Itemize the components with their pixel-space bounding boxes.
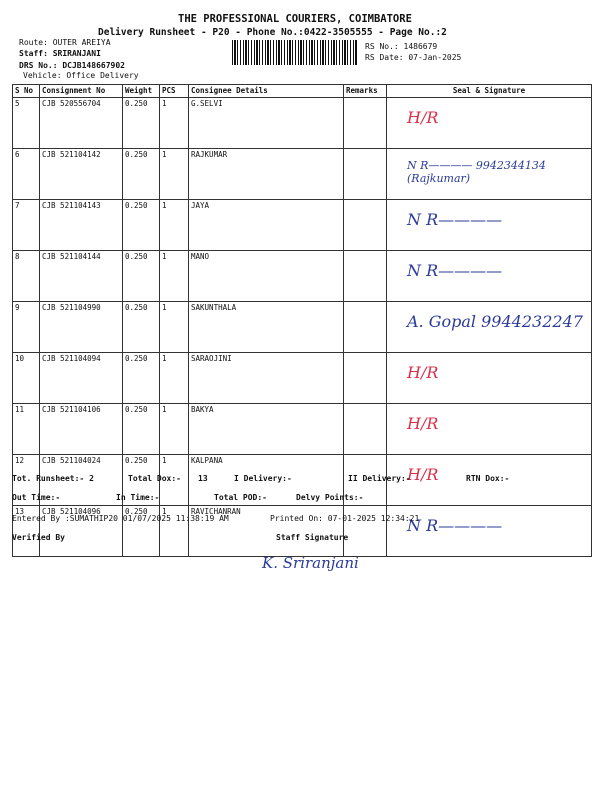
signature-cell: A. Gopal 9944232247 <box>387 302 592 353</box>
signature-cell: H/R <box>387 353 592 404</box>
page-subtitle: Delivery Runsheet - P20 - Phone No.:0422-3505555 - Page No.:2 <box>98 27 447 38</box>
printed-on: Printed On: 07-01-2025 12:34:21 <box>270 514 420 523</box>
ii-delivery: II Delivery:- <box>348 474 411 483</box>
sno-cell: 12 <box>13 455 40 506</box>
route-label: Route: OUTER AREIYA <box>19 38 111 47</box>
sno-cell: 6 <box>13 149 40 200</box>
table-row <box>13 302 592 353</box>
remarks-cell <box>344 353 387 404</box>
consignment-cell: CJB 521104094 <box>40 353 123 404</box>
signature-cell: N R———— 9942344134 (Rajkumar) <box>387 149 592 200</box>
consignee-cell: BAKYA <box>189 404 344 455</box>
weight-cell: 0.250 <box>123 455 160 506</box>
staff-signature-label: Staff Signature <box>276 533 349 542</box>
weight-cell: 0.250 <box>123 302 160 353</box>
table-row <box>13 200 592 251</box>
in-time: In Time:- <box>116 493 160 502</box>
consignee-cell: JAYA <box>189 200 344 251</box>
consignee-cell: RAJKUMAR <box>189 149 344 200</box>
verified-by: Verified By <box>12 533 65 542</box>
barcode-image <box>232 40 357 65</box>
col-sno: S No <box>13 85 40 98</box>
staff-signature: K. Sriranjani <box>262 554 359 572</box>
pcs-cell: 1 <box>160 98 189 149</box>
pcs-cell: 1 <box>160 455 189 506</box>
col-remarks: Remarks <box>344 85 387 98</box>
weight-cell: 0.250 <box>123 200 160 251</box>
consignment-cell: CJB 521104024 <box>40 455 123 506</box>
total-dox-label: Total Dox:- <box>128 474 181 483</box>
staff-label: Staff: SRIRANJANI <box>19 49 101 58</box>
remarks-cell <box>344 149 387 200</box>
rs-number: RS No.: 1486679 <box>365 42 438 51</box>
weight-cell: 0.250 <box>123 353 160 404</box>
remarks-cell <box>344 251 387 302</box>
signature-cell: H/R <box>387 98 592 149</box>
consignment-cell: CJB 521104106 <box>40 404 123 455</box>
col-weight: Weight <box>123 85 160 98</box>
consignment-cell: CJB 521104142 <box>40 149 123 200</box>
consignee-cell: KALPANA <box>189 455 344 506</box>
i-delivery: I Delivery:- <box>234 474 292 483</box>
consignee-cell: SARAOJINI <box>189 353 344 404</box>
signature-cell: N R———— <box>387 506 592 557</box>
remarks-cell <box>344 404 387 455</box>
remarks-cell <box>344 200 387 251</box>
consignee-cell: SAKUNTHALA <box>189 302 344 353</box>
consignment-cell: CJB 520556704 <box>40 98 123 149</box>
pcs-cell: 1 <box>160 353 189 404</box>
rtn-dox: RTN Dox:- <box>466 474 510 483</box>
sno-cell: 10 <box>13 353 40 404</box>
sno-cell: 13 <box>13 506 40 557</box>
consignee-cell: RAVICHANRAN <box>189 506 344 557</box>
table-row <box>13 98 592 149</box>
weight-cell: 0.250 <box>123 251 160 302</box>
pcs-cell: 1 <box>160 302 189 353</box>
consignment-cell: CJB 521104990 <box>40 302 123 353</box>
pcs-cell: 1 <box>160 251 189 302</box>
weight-cell: 0.250 <box>123 506 160 557</box>
pcs-cell: 1 <box>160 200 189 251</box>
signature-cell: N R———— <box>387 251 592 302</box>
signature-cell: H/R <box>387 404 592 455</box>
weight-cell: 0.250 <box>123 98 160 149</box>
weight-cell: 0.250 <box>123 149 160 200</box>
sno-cell: 7 <box>13 200 40 251</box>
vehicle-label: Vehicle: Office Delivery <box>23 71 139 80</box>
signature-cell: H/R <box>387 455 592 506</box>
consignee-cell: G.SELVI <box>189 98 344 149</box>
consignee-cell: MANO <box>189 251 344 302</box>
total-pod: Total POD:- <box>214 493 267 502</box>
drs-label: DRS No.: DCJB148667902 <box>19 61 125 70</box>
consignment-cell: CJB 521104143 <box>40 200 123 251</box>
col-pcs: PCS <box>160 85 189 98</box>
pcs-cell: 1 <box>160 506 189 557</box>
out-time: Out Time:- <box>12 493 61 502</box>
weight-cell: 0.250 <box>123 404 160 455</box>
sno-cell: 11 <box>13 404 40 455</box>
col-consignment: Consignment No <box>40 85 123 98</box>
delvy-points: Delvy Points:- <box>296 493 364 502</box>
col-signature: Seal & Signature <box>387 85 592 98</box>
table-row <box>13 251 592 302</box>
entered-by: Entered By :SUMATHIP20 01/07/2025 11:38:19 AM <box>12 514 229 523</box>
consignment-cell: CJB 521104096 <box>40 506 123 557</box>
remarks-cell <box>344 302 387 353</box>
sno-cell: 8 <box>13 251 40 302</box>
consignment-cell: CJB 521104144 <box>40 251 123 302</box>
signature-cell: N R———— <box>387 200 592 251</box>
sno-cell: 5 <box>13 98 40 149</box>
pcs-cell: 1 <box>160 404 189 455</box>
table-row <box>13 404 592 455</box>
table-header-row <box>13 85 592 98</box>
pcs-cell: 1 <box>160 149 189 200</box>
table-row <box>13 149 592 200</box>
total-dox-value: 13 <box>198 474 208 483</box>
tot-runsheet: Tot. Runsheet:- 2 <box>12 474 94 483</box>
page-title: THE PROFESSIONAL COURIERS, COIMBATORE <box>178 13 412 25</box>
rs-date: RS Date: 07-Jan-2025 <box>365 53 462 62</box>
runsheet-table <box>12 84 592 557</box>
remarks-cell <box>344 98 387 149</box>
sno-cell: 9 <box>13 302 40 353</box>
table-row <box>13 353 592 404</box>
col-consignee: Consignee Details <box>189 85 344 98</box>
